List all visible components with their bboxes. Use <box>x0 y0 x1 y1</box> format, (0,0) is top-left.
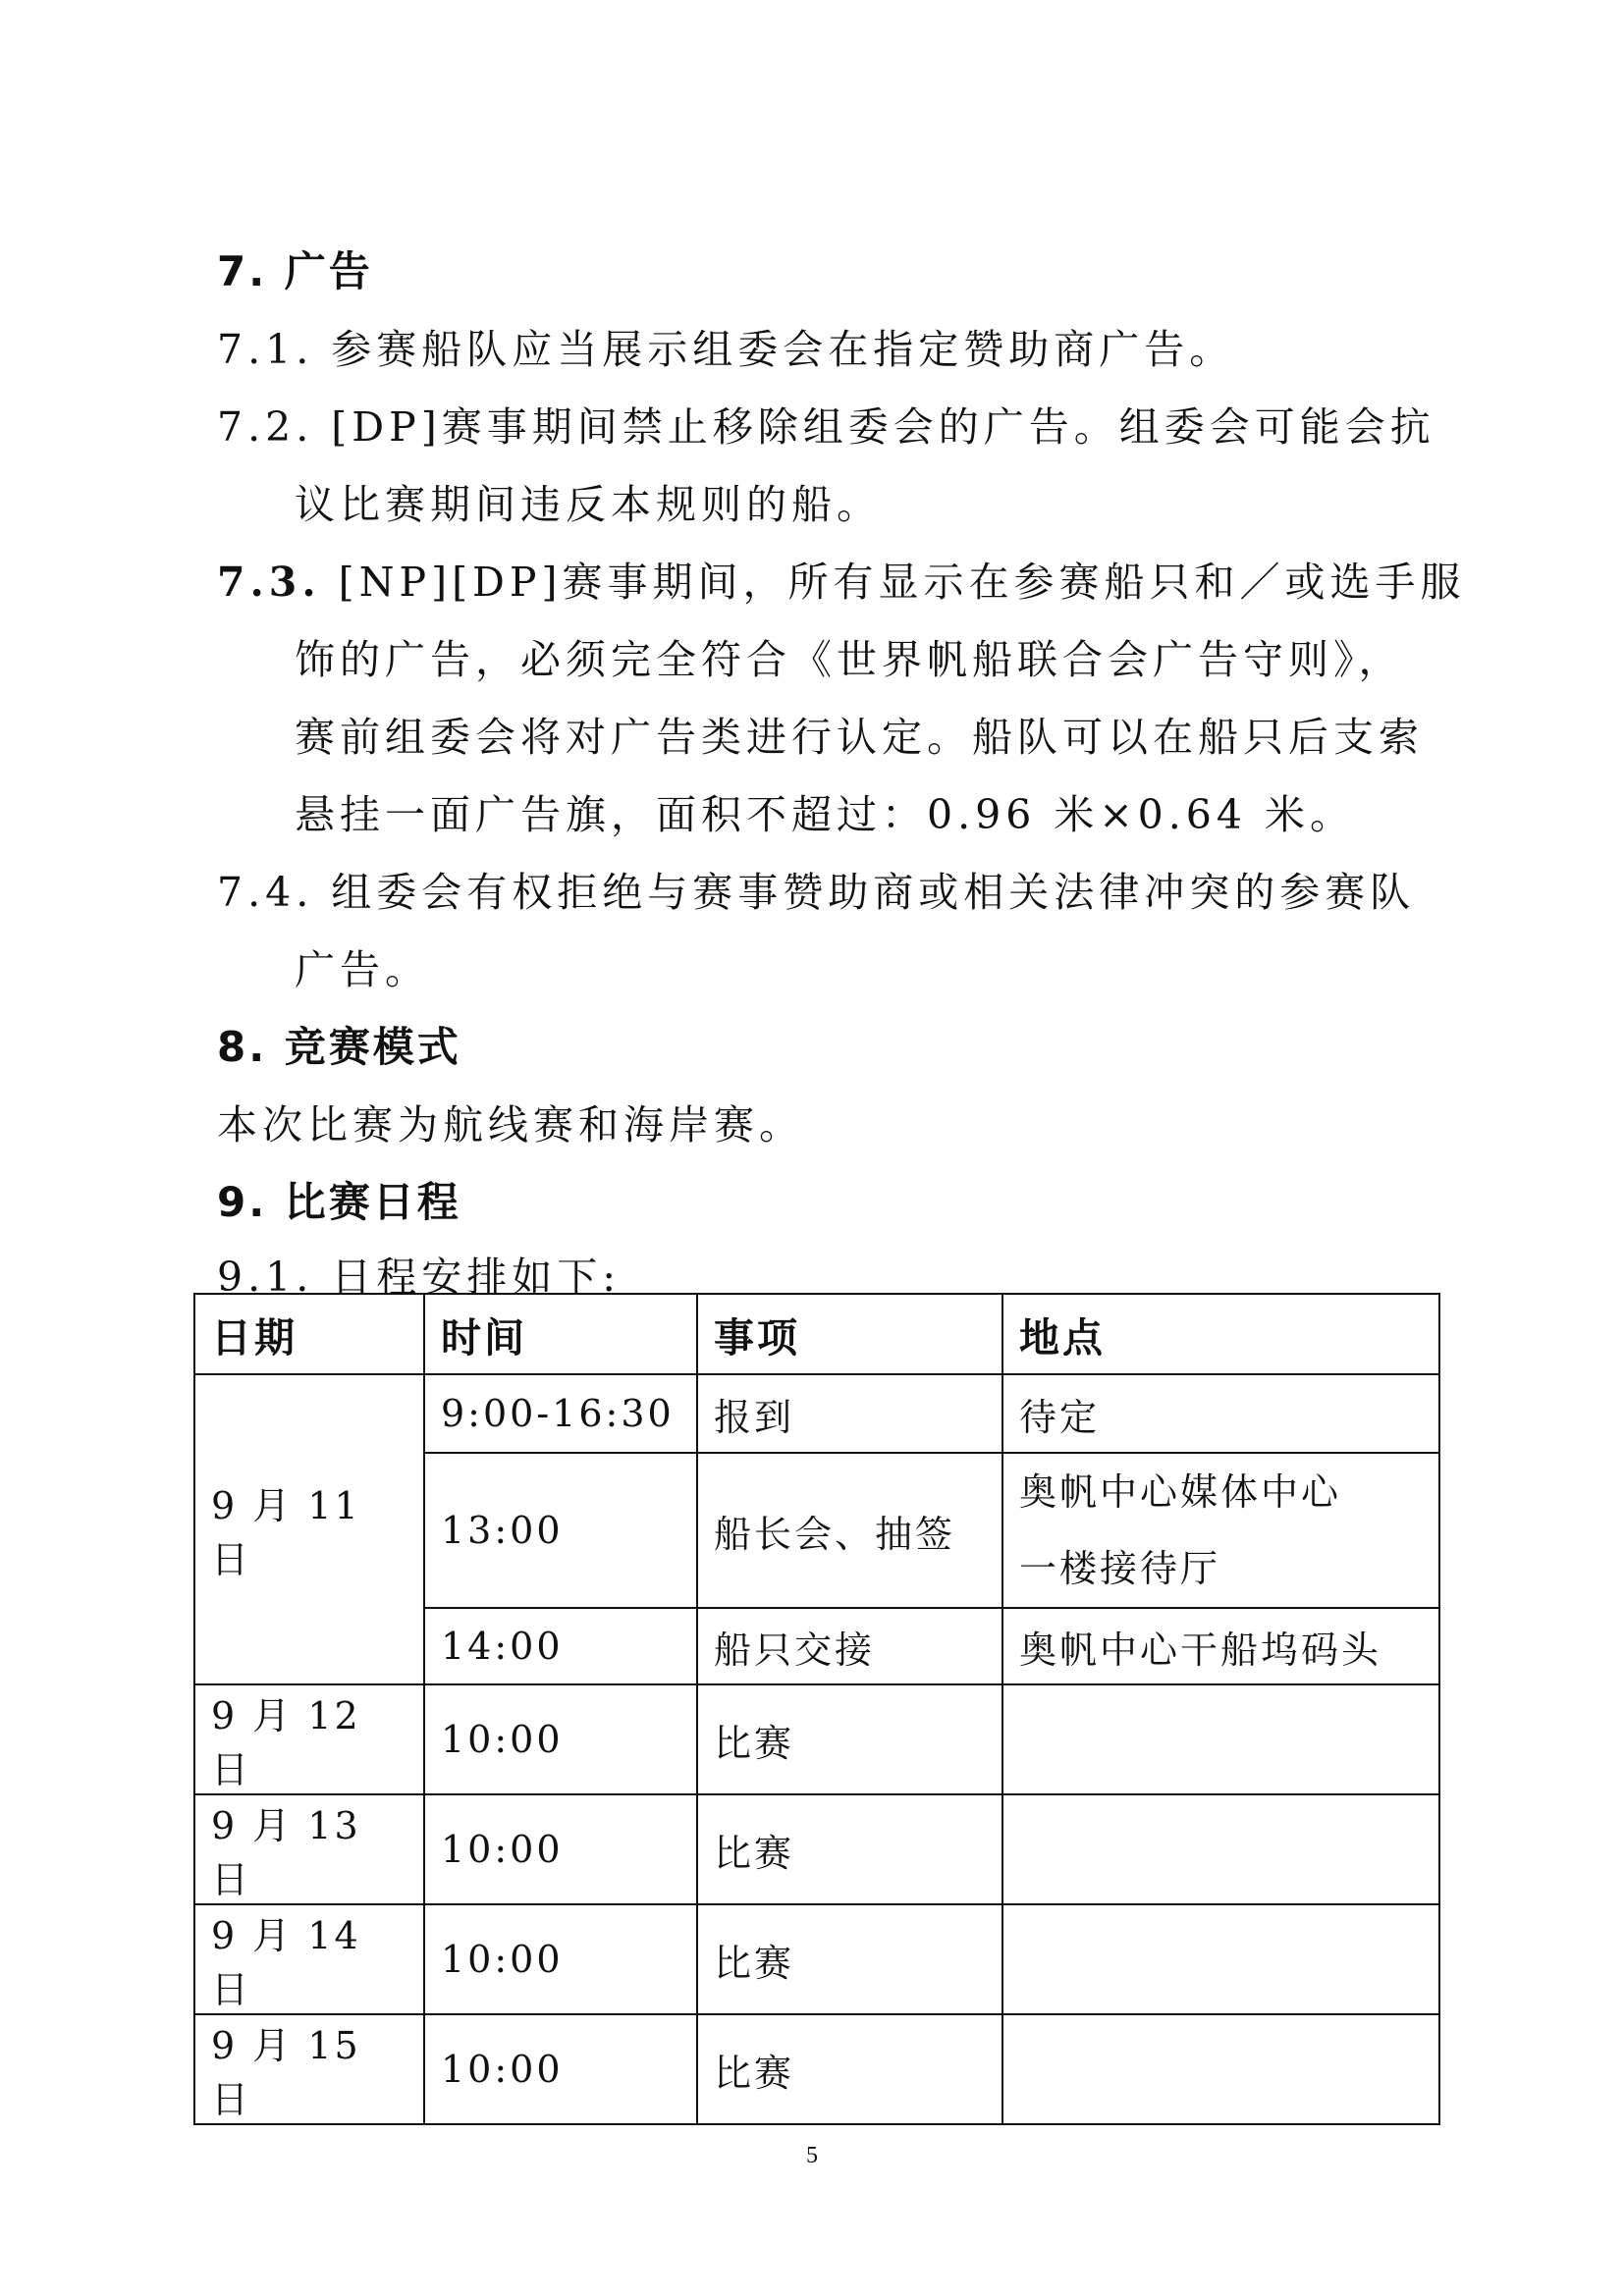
event-cell: 船只交接 <box>697 1608 1002 1684</box>
event-cell: 比赛 <box>697 1684 1002 1794</box>
clause-number: 9.1. <box>217 1254 314 1301</box>
section-heading-advertising: 7. 广告 <box>217 247 373 295</box>
schedule-table <box>193 1293 1440 2125</box>
clause-7-3-continuation: 饰的广告，必须完全符合《世界帆船联合会广告守则》， <box>295 636 1404 683</box>
table-row <box>194 1374 1439 1453</box>
event-cell: 报到 <box>697 1374 1002 1453</box>
time-cell: 14:00 <box>424 1608 697 1684</box>
date-cell: 9 月 14 日 <box>194 1904 424 2014</box>
place-cell: 奥帆中心干船坞码头 <box>1002 1608 1439 1684</box>
time-cell: 10:00 <box>424 1684 697 1794</box>
clause-7-2-continuation: 议比赛期间违反本规则的船。 <box>295 481 882 528</box>
clause-7-2 <box>217 395 1435 453</box>
clause-number: 7.3. <box>217 559 321 606</box>
place-cell <box>1002 1904 1439 2014</box>
place-line: 一楼接待厅 <box>1019 1547 1221 1590</box>
event-cell: 比赛 <box>697 2014 1002 2124</box>
place-cell <box>1002 1684 1439 1794</box>
clause-text: 日程安排如下: <box>331 1254 622 1301</box>
table-row <box>194 1904 1439 2014</box>
time-cell: 10:00 <box>424 1794 697 1904</box>
clause-7-3 <box>217 550 1466 608</box>
clause-7-4 <box>217 860 1415 918</box>
section-heading-format: 8. 竞赛模式 <box>217 1023 461 1071</box>
clause-number: 7.1. <box>217 326 314 373</box>
table-row <box>194 1684 1439 1794</box>
place-cell <box>1002 1794 1439 1904</box>
place-cell: 待定 <box>1002 1374 1439 1453</box>
event-cell: 船长会、抽签 <box>697 1453 1002 1608</box>
clause-number: 7.4. <box>217 869 314 916</box>
time-cell: 13:00 <box>424 1453 697 1608</box>
column-header-event: 事项 <box>697 1294 1002 1374</box>
time-cell: 10:00 <box>424 1904 697 2014</box>
table-row <box>194 1794 1439 1904</box>
clause-7-3-continuation: 悬挂一面广告旗，面积不超过：0.96 米×0.64 米。 <box>295 791 1355 838</box>
date-cell: 9 月 15 日 <box>194 2014 424 2124</box>
page-number: 5 <box>806 2143 818 2168</box>
event-cell: 比赛 <box>697 1794 1002 1904</box>
clause-text: 参赛船队应当展示组委会在指定赞助商广告。 <box>331 326 1235 373</box>
column-header-date: 日期 <box>194 1294 424 1374</box>
column-header-place: 地点 <box>1002 1294 1439 1374</box>
date-cell: 9 月 11 日 <box>194 1374 424 1684</box>
place-line: 奥帆中心媒体中心 <box>1019 1470 1342 1514</box>
table-row <box>194 2014 1439 2124</box>
table-header-row <box>194 1294 1439 1374</box>
column-header-time: 时间 <box>424 1294 697 1374</box>
clause-text: 组委会有权拒绝与赛事赞助商或相关法律冲突的参赛队 <box>331 869 1416 916</box>
place-cell <box>1002 2014 1439 2124</box>
date-cell: 9 月 13 日 <box>194 1794 424 1904</box>
clause-7-1 <box>217 317 1234 375</box>
clause-text: [NP][DP]赛事期间，所有显示在参赛船只和／或选手服 <box>338 559 1466 606</box>
clause-text: [DP]赛事期间禁止移除组委会的广告。组委会可能会抗 <box>331 403 1435 451</box>
time-cell: 9:00-16:30 <box>424 1374 697 1453</box>
section-heading-schedule: 9. 比赛日程 <box>217 1178 461 1226</box>
place-cell <box>1002 1453 1439 1608</box>
clause-number: 7.2. <box>217 403 314 451</box>
format-text: 本次比赛为航线赛和海岸赛。 <box>217 1101 804 1148</box>
date-cell: 9 月 12 日 <box>194 1684 424 1794</box>
clause-7-3-continuation: 赛前组委会将对广告类进行认定。船队可以在船只后支索 <box>295 714 1424 761</box>
time-cell: 10:00 <box>424 2014 697 2124</box>
event-cell: 比赛 <box>697 1904 1002 2014</box>
clause-7-4-continuation: 广告。 <box>295 946 430 993</box>
